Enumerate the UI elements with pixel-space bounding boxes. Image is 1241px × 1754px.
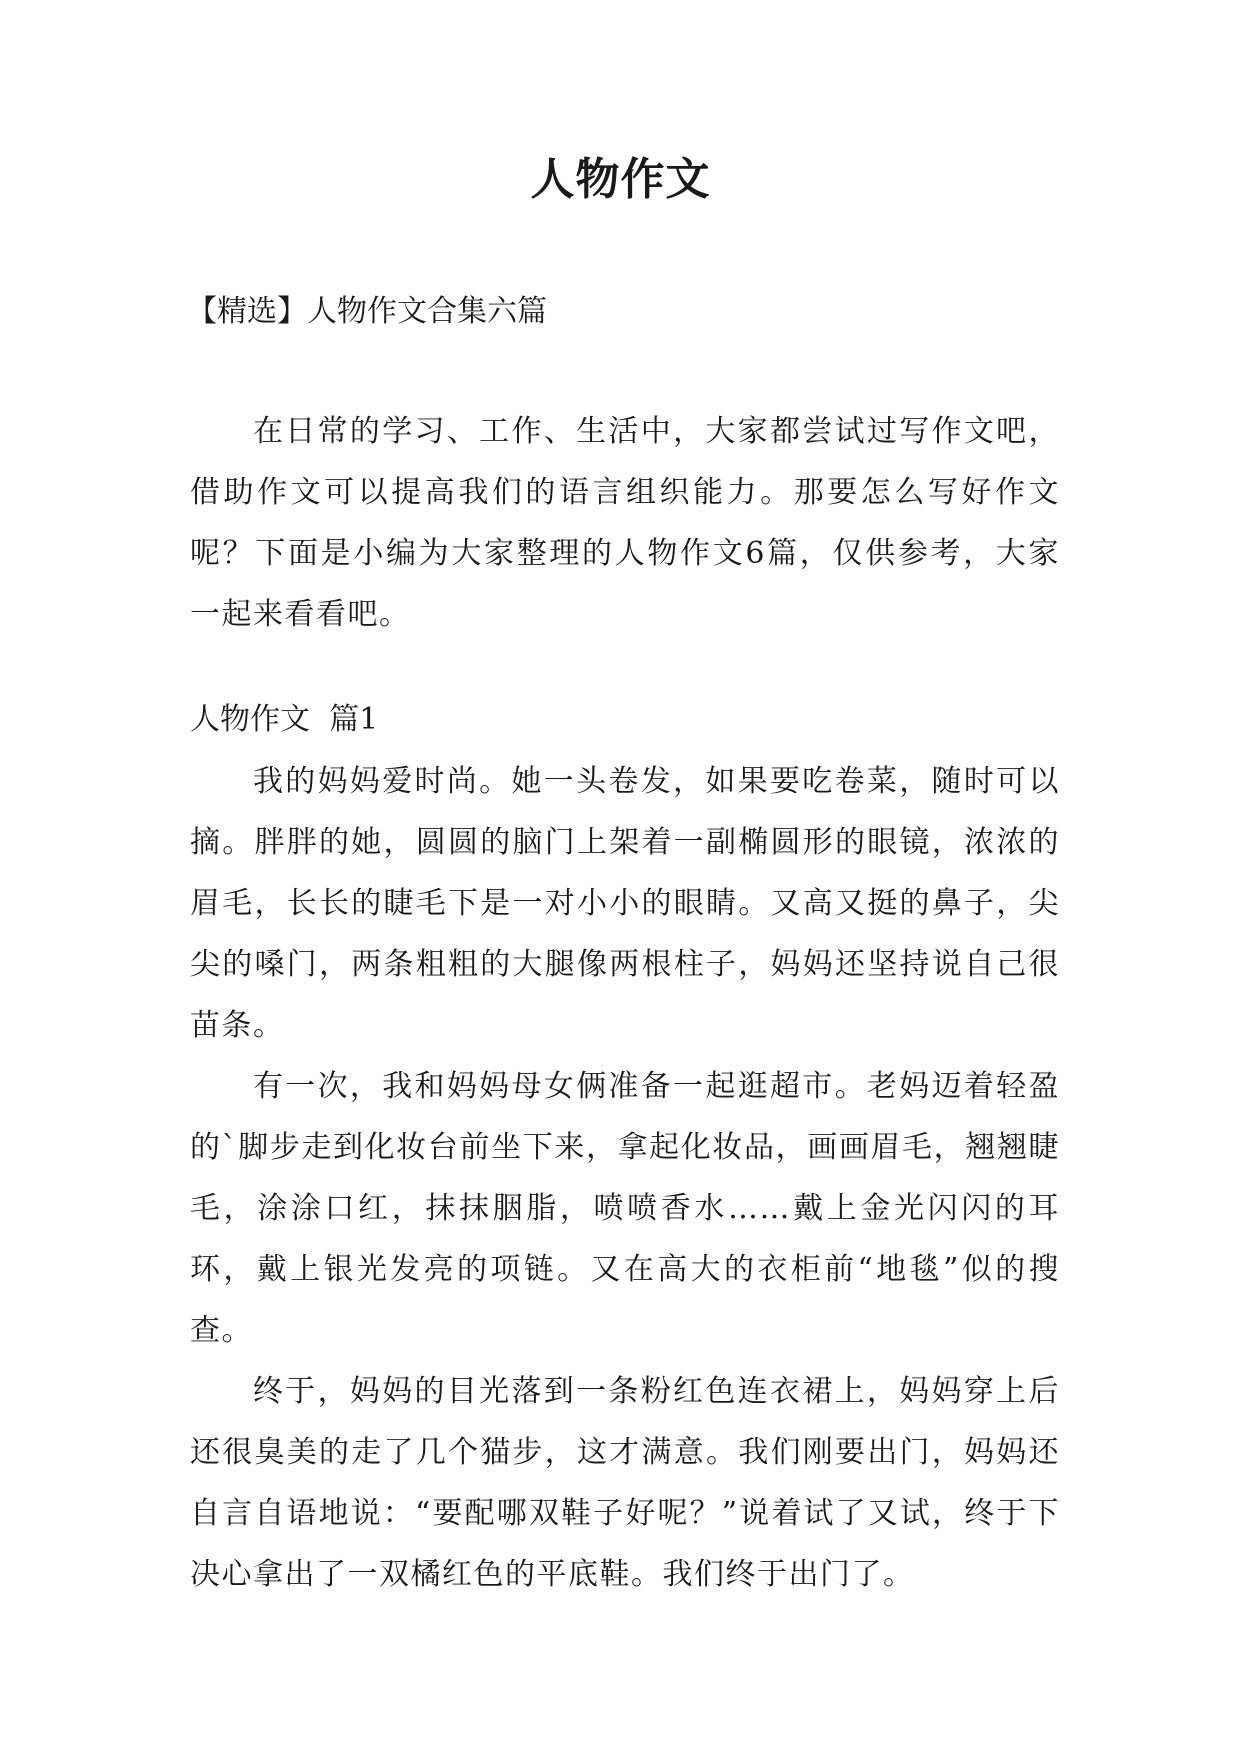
essay-paragraph: 我的妈妈爱时尚。她一头卷发，如果要吃卷菜，随时可以摘。胖胖的她，圆圆的脑门上架着一副椭圆形的眼镜，浓浓的眉毛，长长的睫毛下是一对小小的眼睛。又高又挺的鼻子，尖尖的嗓门，两条粗粗的大腿像两根柱子，妈妈还坚持说自己很苗条。 [190,764,1060,1043]
essay-paragraph: 有一次，我和妈妈母女俩准备一起逛超市。老妈迈着轻盈的`脚步走到化妆台前坐下来，拿起化妆品，画画眉毛，翘翘睫毛，涂涂口红，抹抹胭脂，喷喷香水……戴上金光闪闪的耳环，戴上银光发亮的项链。又在高大的衣柜前“地毯”似的搜查。 [190,1069,1060,1348]
document-subtitle: 【精选】人物作文合集六篇 [187,294,547,329]
essay-body [190,751,1060,1605]
essay-paragraph: 终于，妈妈的目光落到一条粉红色连衣裙上，妈妈穿上后还很臭美的走了几个猫步，这才满意。我们刚要出门，妈妈还自言自语地说：“要配哪双鞋子好呢？”说着试了又试，终于下决心拿出了一双橘红色的平底鞋。我们终于出门了。 [190,1374,1060,1592]
intro-paragraph: 在日常的学习、工作、生活中，大家都尝试过写作文吧，借助作文可以提高我们的语言组织能力。那要怎么写好作文呢？下面是小编为大家整理的人物作文6篇，仅供参考，大家一起来看看吧。 [190,414,1060,632]
section-heading: 人物作文 篇1 [190,702,379,737]
document-title: 人物作文 [530,154,711,205]
intro-block [190,401,1060,645]
